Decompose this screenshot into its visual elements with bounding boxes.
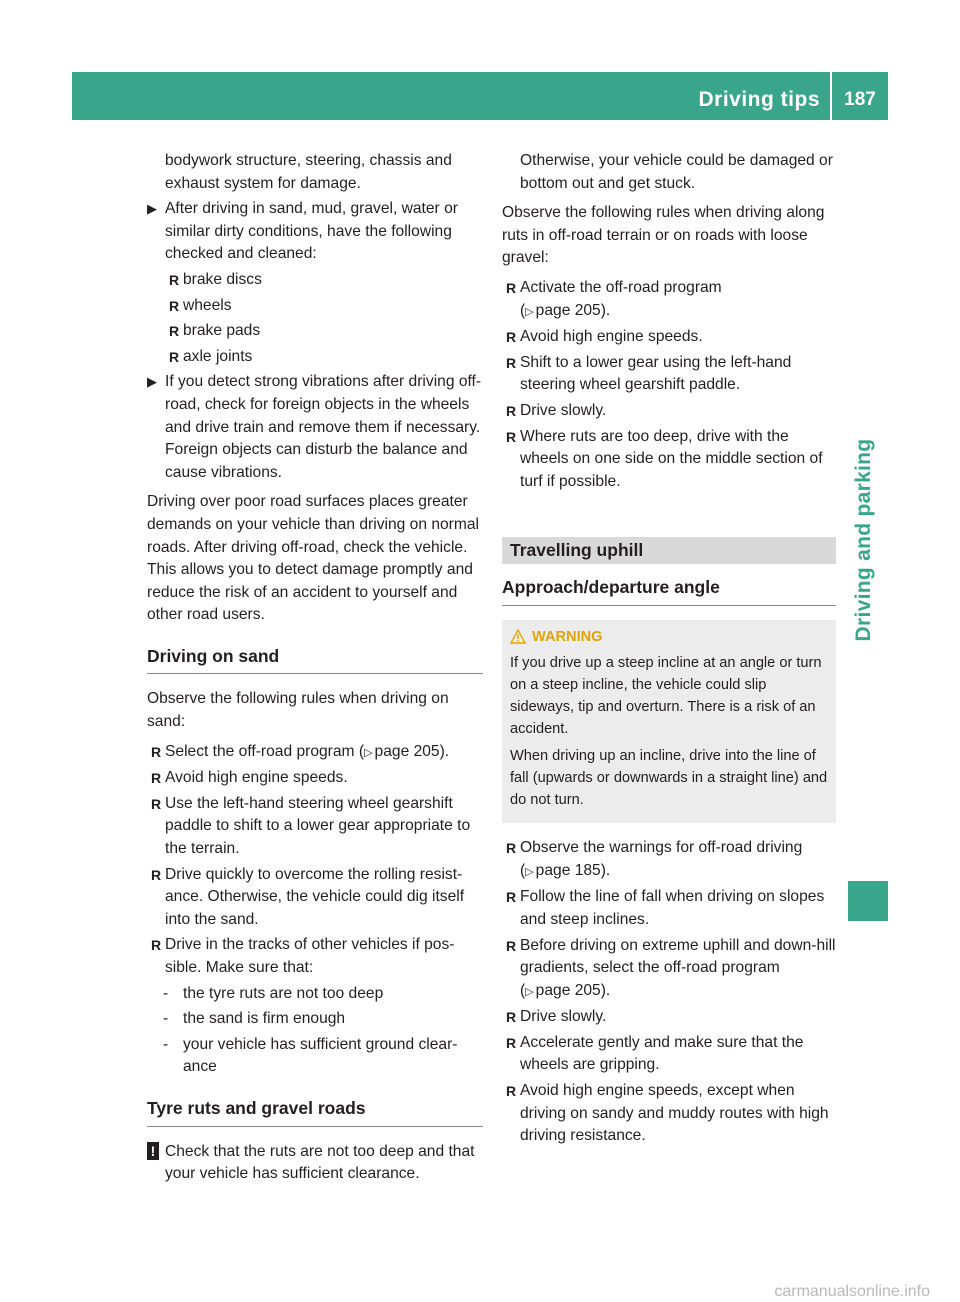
warning-triangle-icon bbox=[510, 629, 526, 644]
page-number: 187 bbox=[844, 89, 876, 110]
list-item-text: Use the left-hand steering wheel gearshift paddle to shift to a lower gear appropriate to the terrain. bbox=[165, 794, 471, 858]
sublist-item-text: your vehicle has sufficient ground clear-ance bbox=[183, 1035, 458, 1076]
list-item: R Observe the warnings for off-road driving (▷ page 185). bbox=[520, 837, 836, 883]
bullet-icon: R bbox=[506, 402, 517, 419]
list-item-text: Accelerate gently and make sure that the wheels are gripping. bbox=[520, 1033, 804, 1074]
list-item bbox=[169, 269, 483, 292]
list-item-text: wheels bbox=[183, 296, 232, 314]
list-item-text: Drive slowly. bbox=[520, 401, 607, 419]
bullet-icon: R bbox=[151, 743, 162, 760]
action-step bbox=[147, 198, 483, 266]
list-item-text: Drive in the tracks of other vehicles if pos-sible. Make sure that: bbox=[165, 936, 455, 976]
bullet-icon: R bbox=[169, 323, 180, 340]
right-column bbox=[502, 150, 836, 1151]
side-tab-marker bbox=[848, 881, 888, 921]
sublist-item bbox=[163, 1008, 483, 1031]
sublist-item-text: the tyre ruts are not too deep bbox=[183, 984, 384, 1002]
list-item-text: brake pads bbox=[183, 322, 261, 340]
text-line: exhaust system for damage. bbox=[165, 174, 361, 192]
page-ref-link[interactable]: page 205). bbox=[535, 301, 611, 319]
bullet-icon: R bbox=[506, 1083, 517, 1100]
list-item: R Before driving on extreme uphill and down-hill gradients, select the off-road program (▷ page 205). bbox=[520, 935, 836, 1004]
bullet-icon: R bbox=[506, 937, 517, 954]
sand-rules-list bbox=[147, 741, 483, 980]
bullet-icon: R bbox=[169, 271, 180, 288]
gravel-rules-list bbox=[502, 277, 836, 493]
bullet-icon: R bbox=[151, 770, 162, 787]
bullet-icon: R bbox=[506, 279, 517, 296]
list-item-text: Before driving on extreme uphill and down-hill gradients, select the off-road program bbox=[520, 936, 836, 977]
dash-marker: - bbox=[163, 984, 169, 1002]
sublist-item bbox=[163, 1034, 483, 1079]
warning-box bbox=[502, 620, 836, 824]
paragraph: Observe the following rules when driving along ruts in off-road terrain or on roads with loose gravel: bbox=[502, 204, 825, 267]
list-item-text: Shift to a lower gear using the left-hand steering wheel gearshift paddle. bbox=[520, 353, 792, 394]
paragraph: Otherwise, your vehicle could be damaged or bottom out and get stuck. bbox=[520, 152, 833, 192]
action-arrow-icon: ▶ bbox=[147, 201, 157, 217]
page-ref-link[interactable]: page 205). bbox=[374, 742, 450, 760]
footer-watermark: carmanualsonline.info bbox=[774, 1283, 930, 1300]
chapter-title: Driving tips bbox=[698, 88, 820, 111]
bullet-icon: R bbox=[506, 889, 517, 906]
list-item bbox=[506, 1006, 836, 1029]
side-tab bbox=[840, 120, 888, 880]
list-item bbox=[151, 793, 483, 861]
list-item bbox=[506, 326, 836, 349]
list-item-text: axle joints bbox=[183, 347, 253, 365]
dash-marker: - bbox=[163, 1035, 169, 1053]
notice-text: Check that the ruts are not too deep and that your vehicle has sufficient clearance. bbox=[165, 1142, 475, 1183]
page-ref-arrow-icon: ▷ bbox=[525, 305, 534, 318]
list-item bbox=[151, 864, 483, 932]
list-item bbox=[506, 400, 836, 423]
clean-list bbox=[147, 269, 483, 368]
action-item bbox=[147, 371, 483, 484]
list-item-text: Observe the warnings for off-road driving bbox=[520, 839, 803, 857]
side-tab-label: Driving and parking bbox=[852, 438, 875, 642]
list-item: R Activate the off-road program (▷ page 205). bbox=[520, 277, 836, 323]
bullet-icon: R bbox=[506, 840, 517, 857]
list-item-text: Where ruts are too deep, drive with the wheels on one side on the middle section of turf if possible. bbox=[520, 427, 823, 490]
list-item-text: Select the off-road program ( bbox=[165, 742, 365, 760]
notice bbox=[147, 1141, 483, 1186]
continued-text bbox=[147, 150, 483, 195]
list-item-text: Drive quickly to overcome the rolling resist-ance. Otherwise, the vehicle could dig itself into the sand. bbox=[165, 865, 465, 928]
bullet-icon: R bbox=[169, 297, 180, 314]
list-item bbox=[506, 1080, 836, 1148]
list-item-text: Activate the off-road program bbox=[520, 278, 722, 296]
page-ref-link[interactable]: page 205). bbox=[535, 981, 611, 999]
list-item bbox=[169, 295, 483, 318]
list-item bbox=[151, 934, 483, 979]
list-item bbox=[506, 426, 836, 494]
paragraph: Observe the following rules when driving on sand: bbox=[147, 690, 449, 731]
page-ref-arrow-icon: ▷ bbox=[525, 985, 534, 998]
list-item-text: Follow the line of fall when driving on slopes and steep inclines. bbox=[520, 888, 825, 928]
list-item-text: Drive slowly. bbox=[520, 1008, 607, 1026]
action-text: After driving in sand, mud, gravel, water or similar dirty conditions, have the following checked and cleaned: bbox=[165, 200, 458, 263]
bullet-icon: R bbox=[506, 1009, 517, 1026]
action-step bbox=[147, 371, 483, 484]
action-item bbox=[147, 198, 483, 266]
list-item bbox=[506, 1032, 836, 1077]
bullet-icon: R bbox=[151, 937, 162, 954]
bullet-icon: R bbox=[506, 1034, 517, 1051]
bullet-icon: R bbox=[506, 329, 517, 346]
sand-sublist bbox=[147, 983, 483, 1079]
sublist-item bbox=[163, 983, 483, 1006]
text-line: bodywork structure, steering, chassis and bbox=[165, 152, 452, 169]
bullet-icon: R bbox=[169, 348, 180, 365]
sublist-item-text: the sand is firm enough bbox=[183, 1010, 346, 1028]
section-band-heading: Travelling uphill bbox=[502, 537, 836, 564]
exclamation-icon: ! bbox=[147, 1142, 159, 1160]
page-ref-arrow-icon: ▷ bbox=[525, 865, 534, 878]
paragraph: Driving over poor road surfaces places greater demands on your vehicle than driving on normal roads. After driving off-road, check the vehicle. This allows you to detect damage promptly and reduce the risk of an accident to yourself and other road users. bbox=[147, 493, 479, 624]
warning-title: WARNING bbox=[532, 628, 603, 645]
left-column bbox=[147, 150, 483, 1186]
warning-header bbox=[510, 626, 828, 648]
section-heading: Driving on sand bbox=[147, 645, 483, 675]
list-item-text: Avoid high engine speeds. bbox=[520, 328, 703, 346]
list-item-text: Avoid high engine speeds, except when driving on sandy and muddy routes with high driving resistance. bbox=[520, 1082, 829, 1145]
warning-text: If you drive up a steep incline at an angle or turn on a steep incline, the vehicle could slip sideways, tip and overturn. There is a risk of an accident. bbox=[510, 654, 822, 738]
action-text: If you detect strong vibrations after driving off-road, check for foreign objects in the wheels and drive train and remove them if necessary. Foreign objects can disturb the balance and cause vibrations. bbox=[165, 373, 482, 481]
list-item bbox=[169, 320, 483, 343]
list-item-text: Avoid high engine speeds. bbox=[165, 769, 348, 787]
list-item bbox=[151, 767, 483, 790]
dash-marker: - bbox=[163, 1010, 169, 1028]
bullet-icon: R bbox=[506, 354, 517, 371]
bullet-icon: R bbox=[151, 866, 162, 883]
list-item bbox=[506, 886, 836, 931]
uphill-rules-list bbox=[502, 837, 836, 1148]
list-item bbox=[506, 352, 836, 397]
list-item bbox=[169, 346, 483, 369]
list-item-text: brake discs bbox=[183, 270, 262, 288]
page-ref-link[interactable]: page 185). bbox=[535, 861, 611, 879]
bullet-icon: R bbox=[151, 795, 162, 812]
header-bar bbox=[72, 72, 888, 120]
page-ref-arrow-icon: ▷ bbox=[364, 746, 373, 759]
section-heading: Approach/departure angle bbox=[502, 576, 836, 606]
bullet-icon: R bbox=[506, 428, 517, 445]
list-item bbox=[151, 741, 483, 765]
action-arrow-icon: ▶ bbox=[147, 374, 157, 390]
warning-text: When driving up an incline, drive into the line of fall (upwards or downwards in a straight line) and do not turn. bbox=[510, 747, 828, 808]
section-heading: Tyre ruts and gravel roads bbox=[147, 1097, 483, 1127]
